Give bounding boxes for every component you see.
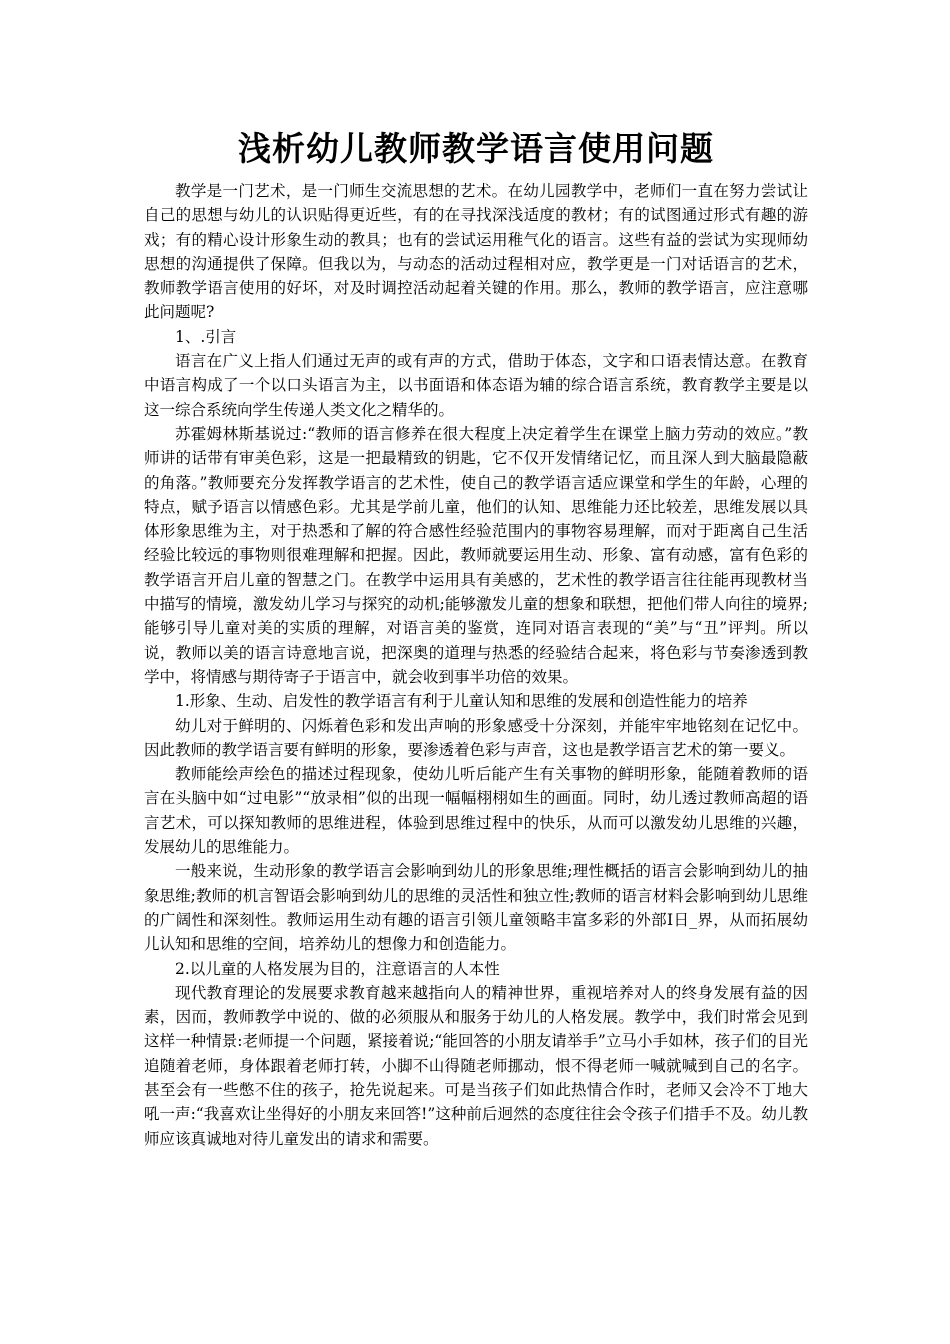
body-paragraph: 幼儿对于鲜明的、闪烁着色彩和发出声响的形象感受十分深刻，并能牢牢地铭刻在记忆中。因此教师的教学语言要有鲜明的形象，要渗透着色彩与声音，这也是教学语言艺术的第一要义。 [144, 716, 808, 759]
body-paragraph: 教师能绘声绘色的描述过程现象，使幼儿听后能产生有关事物的鲜明形象，能随着教师的语言在头脑中如“过电影”“放录相”似的出现一幅幅栩栩如生的画面。同时，幼儿透过教师高超的语言艺术，可以探知教师的思维进程，体验到思维过程中的快乐，从而可以激发幼儿思维的兴趣，发展幼儿的思维能力。 [144, 765, 808, 857]
section-heading-2: 2.以儿童的人格发展为目的，注意语言的人本性 [175, 959, 500, 978]
document-title: 浅析幼儿教师教学语言使用问题 [238, 129, 714, 168]
intro-paragraph: 教学是一门艺术，是一门师生交流思想的艺术。在幼儿园教学中，老师们一直在努力尝试让自己的思想与幼儿的认识贴得更近些，有的在寻找深浅适度的教材；有的试图通过形式有趣的游戏；有的精心设计形象生动的教具；也有的尝试运用稚气化的语言。这些有益的尝试为实现师幼思想的沟通提供了保障。但我以为，与动态的活动过程相对应，教学更是一门对话语言的艺术，教师教学语言使用的好坏，对及时调控活动起着关键的作用。那么，教师的教学语言，应注意哪此问题呢? [144, 182, 808, 322]
section-heading-1: 1.形象、生动、启发性的教学语言有利于儿童认知和思维的发展和创造性能力的培养 [175, 692, 748, 711]
document-page [144, 125, 808, 1151]
body-paragraph: 一般来说，生动形象的教学语言会影响到幼儿的形象思维;理性概括的语言会影响到幼儿的抽象思维;教师的机言智语会影响到幼儿的思维的灵活性和独立性;教师的语言材料会影响到幼儿思维的广阔性和深刻性。教师运用生动有趣的语言引领儿童领略丰富多彩的外部I日_界，从而拓展幼儿认知和思维的空间，培养幼儿的想像力和创造能力。 [144, 862, 808, 954]
body-paragraph: 现代教育理论的发展要求教育越来越指向人的精神世界，重视培养对人的终身发展有益的因素，因而，教师教学中说的、做的必须服从和服务于幼儿的人格发展。教学中，我们时常会见到这样一种情景:老师提一个问题，紧接着说;“能回答的小朋友请举手”立马小手如林，孩子们的目光追随着老师，身体跟着老师打转，小脚不山得随老师挪动，恨不得老师一喊就喊到自己的名字。甚至会有一些憋不住的孩子，抢先说起来。可是当孩子们如此热情合作时，老师又会冷不丁地大吼一声:“我喜欢让坐得好的小朋友来回答!”这种前后迥然的态度往往会令孩子们措手不及。幼儿教师应该真诚地对待儿童发出的请求和需要。 [144, 983, 808, 1148]
body-paragraph: 语言在广义上指人们通过无声的或有声的方式，借助于体态，文字和口语表情达意。在教育中语言构成了一个以口头语言为主，以书面语和体态语为辅的综合语言系统，教育教学主要是以这一综合系统向学生传递人类文化之精华的。 [144, 352, 808, 419]
section-heading-introduction: 1、.引言 [175, 327, 237, 346]
body-paragraph: 苏霍姆林斯基说过:“教师的语言修养在很大程度上决定着学生在课堂上脑力劳动的效应。”教师讲的话带有审美色彩，这是一把最精致的钥匙，它不仅开发情绪记忆，而且深人到大脑最隐蔽的角落。”教师要充分发挥教学语言的艺术性，使自己的教学语言适应课堂和学生的年龄，心理的特点，赋予语言以情感色彩。尤其是学前儿童，他们的认知、思维能力还比较差，思维发展以具体形象思维为主，对于热悉和了解的符合感性经验范围内的事物容易理解，而对于距离自己生活经验比较远的事物则很难理解和把握。因此，教师就要运用生动、形象、富有动感，富有色彩的教学语言开启儿童的智慧之门。在教学中运用具有美感的，艺术性的教学语言往往能再现教材当中描写的情境，激发幼儿学习与探究的动机;能够激发儿童的想象和联想，把他们带人向往的境界;能够引导儿童对美的实质的理解，对语言美的鉴赏，连同对语言表现的“美”与“丑”评判。所以说，教师以美的语言诗意地言说，把深奥的道理与热悉的经验结合起来，将色彩与节奏渗透到教学中，将情感与期待寄子于语言中，就会收到事半功倍的效果。 [144, 424, 808, 686]
